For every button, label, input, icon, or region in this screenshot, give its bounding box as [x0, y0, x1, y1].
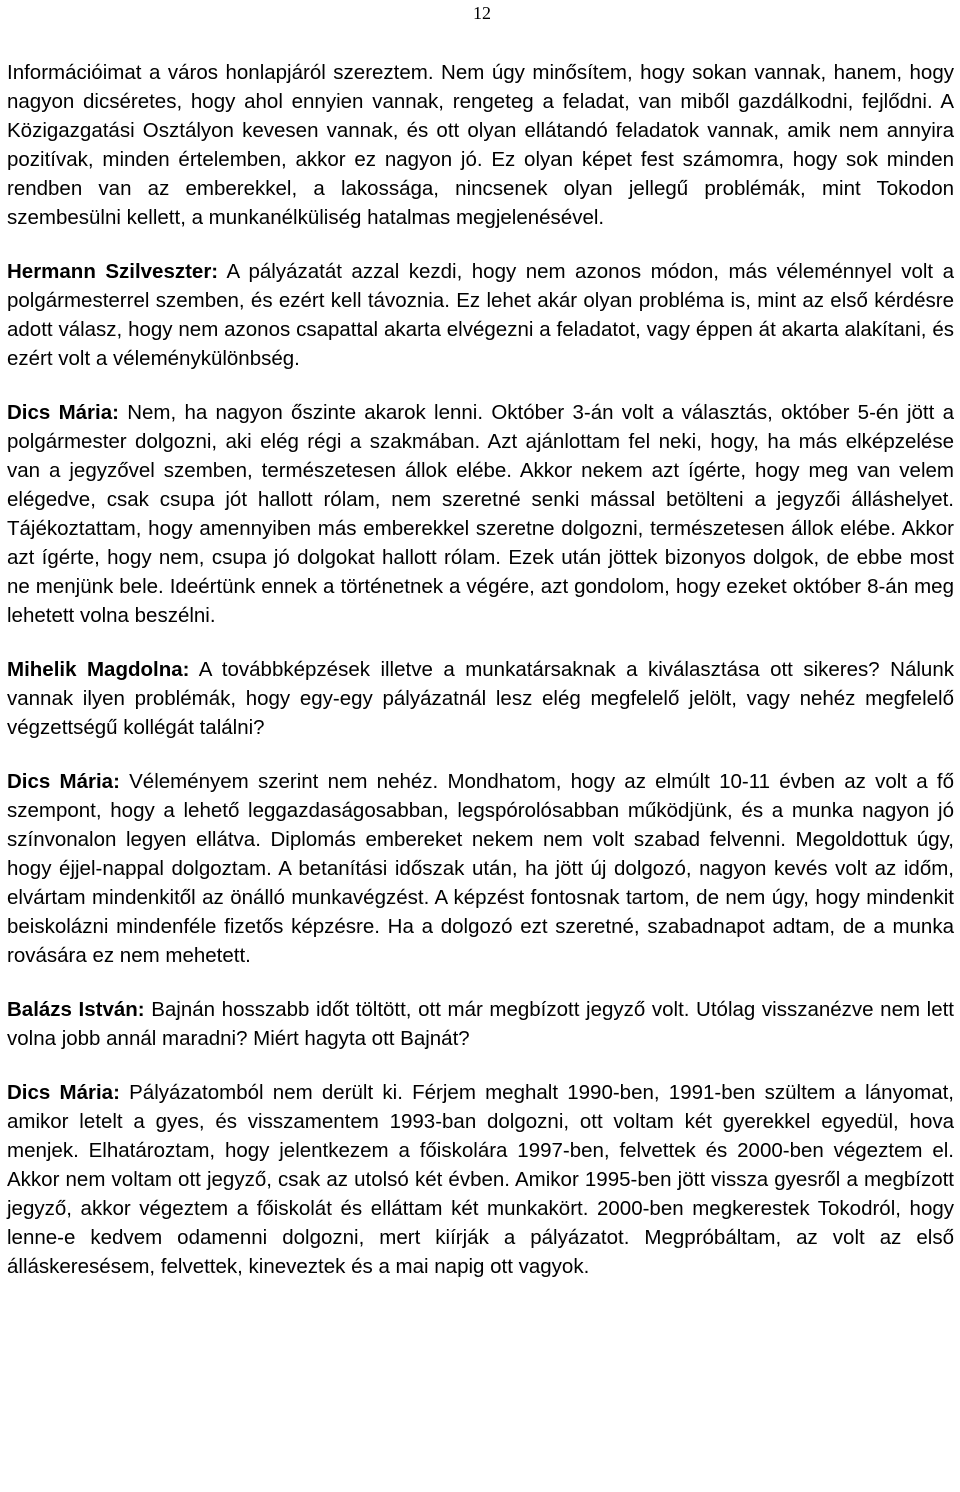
paragraph-text: Véleményem szerint nem nehéz. Mondhatom, hogy az elmúlt 10-11 évben az volt a fő szempont, hogy a lehető leggazdaságosabban, legspórolósabban működjünk, és a munka nagyon jó színvonalon legyen ellátva. Diplomás embereket nekem nem volt szabad felvenni. Megoldottuk úgy, hogy éjjel-nappal dolgoztam. A betanítási időszak után, ha jött új dolgozó, nagyon kevés volt az időm, elvártam mindenkitől az önálló munkavégzést. A képzést fontosnak tartom, de nem úgy, hogy mindenkit beiskolázni mindenféle fizetős képzésre. Ha a dolgozó ezt szeretné, szabadnapot adtam, de a munka rovására ez nem mehetett.: [7, 770, 954, 967]
paragraph-text: Információimat a város honlapjáról szereztem. Nem úgy minősítem, hogy sokan vannak, hanem, hogy nagyon dicséretes, hogy ahol ennyien vannak, rengeteg a feladat, van miből gazdálkodni, fejlődni. A Közigazgatási Osztályon kevesen vannak, és ott olyan ellátandó feladatok vannak, amik nem annyira pozitívak, minden értelemben, akkor ez nagyon jó. Ez olyan képet fest számomra, hogy sok minden rendben van az emberekkel, a lakossága, nincsenek olyan jellegű problémák, mint Tokodon szembesülni kellett, a munkanélküliség hatalmas megjelenésével.: [7, 61, 954, 229]
speaker-name: Mihelik Magdolna:: [7, 658, 190, 681]
paragraph: [7, 58, 954, 232]
paragraph: [7, 767, 954, 970]
paragraph-text: A pályázatát azzal kezdi, hogy nem azonos módon, más véleménnyel volt a polgármesterrel szemben, és ezért kell távoznia. Ez lehet akár olyan probléma is, mint az első kérdésre adott válasz, hogy nem azonos csapattal akarta elvégezni a feladatot, vagy éppen át akarta alakítani, és ezért volt a véleménykülönbség.: [7, 260, 954, 370]
paragraph: [7, 1078, 954, 1281]
speaker-name: Balázs István:: [7, 998, 145, 1021]
speaker-name: Hermann Szilveszter:: [7, 260, 219, 283]
page-number: 12: [473, 3, 491, 23]
paragraph-text: Nem, ha nagyon őszinte akarok lenni. Október 3-án volt a választás, október 5-én jött a polgármester dolgozni, aki elég régi a szakmában. Azt ajánlottam fel neki, hogy, ha más elképzelése van a jegyzővel szemben, természetesen állok elébe. Akkor nekem azt ígérte, hogy meg van velem elégedve, csak csupa jót hallott rólam, nem szeretné senki mással betölteni a jegyzői álláshelyet. Tájékoztattam, hogy amennyiben más emberekkel szeretne dolgozni, természetesen állok elébe. Akkor azt ígérte, hogy nem, csupa jó dolgokat hallott rólam. Ezek után jöttek bizonyos dolgok, de ebbe most ne menjünk bele. Ideértünk ennek a történetnek a végére, azt gondolom, hogy ezeket október 8-án meg lehetett volna beszélni.: [7, 401, 954, 627]
paragraph-text: Bajnán hosszabb időt töltött, ott már megbízott jegyző volt. Utólag visszanézve nem lett volna jobb annál maradni? Miért hagyta ott Bajnát?: [7, 998, 954, 1050]
speaker-name: Dics Mária:: [7, 770, 120, 793]
document-body: [7, 58, 954, 1281]
paragraph: [7, 398, 954, 630]
paragraph: [7, 995, 954, 1053]
paragraph-text: A továbbképzések illetve a munkatársaknak a kiválasztása ott sikeres? Nálunk vannak ilyen problémák, hogy egy-egy pályázatnál lesz elég megfelelő jelölt, vagy nehéz megfelelő végzettségű kollégát találni?: [7, 658, 954, 739]
speaker-name: Dics Mária:: [7, 401, 119, 424]
paragraph: [7, 257, 954, 373]
speaker-name: Dics Mária:: [7, 1081, 120, 1104]
paragraph-text: Pályázatomból nem derült ki. Férjem meghalt 1990-ben, 1991-ben szültem a lányomat, amikor letelt a gyes, és visszamentem 1993-ban dolgozni, ott voltam két gyerekkel egyedül, hova menjek. Elhatároztam, hogy jelentkezem a főiskolára 1997-ben, felvettek és 2000-ben végeztem el. Akkor nem voltam ott jegyző, csak az utolsó két évben. Amikor 1995-ben jött vissza gyesről a megbízott jegyző, akkor végeztem a főiskolát és elláttam két munkakört. 2000-ben megkerestek Tokodról, hogy lenne-e kedvem odamenni dolgozni, mert kiírják a pályázatot. Megpróbáltam, az volt az első álláskeresésem, felvettek, kineveztek és a mai napig ott vagyok.: [7, 1081, 954, 1278]
paragraph: [7, 655, 954, 742]
